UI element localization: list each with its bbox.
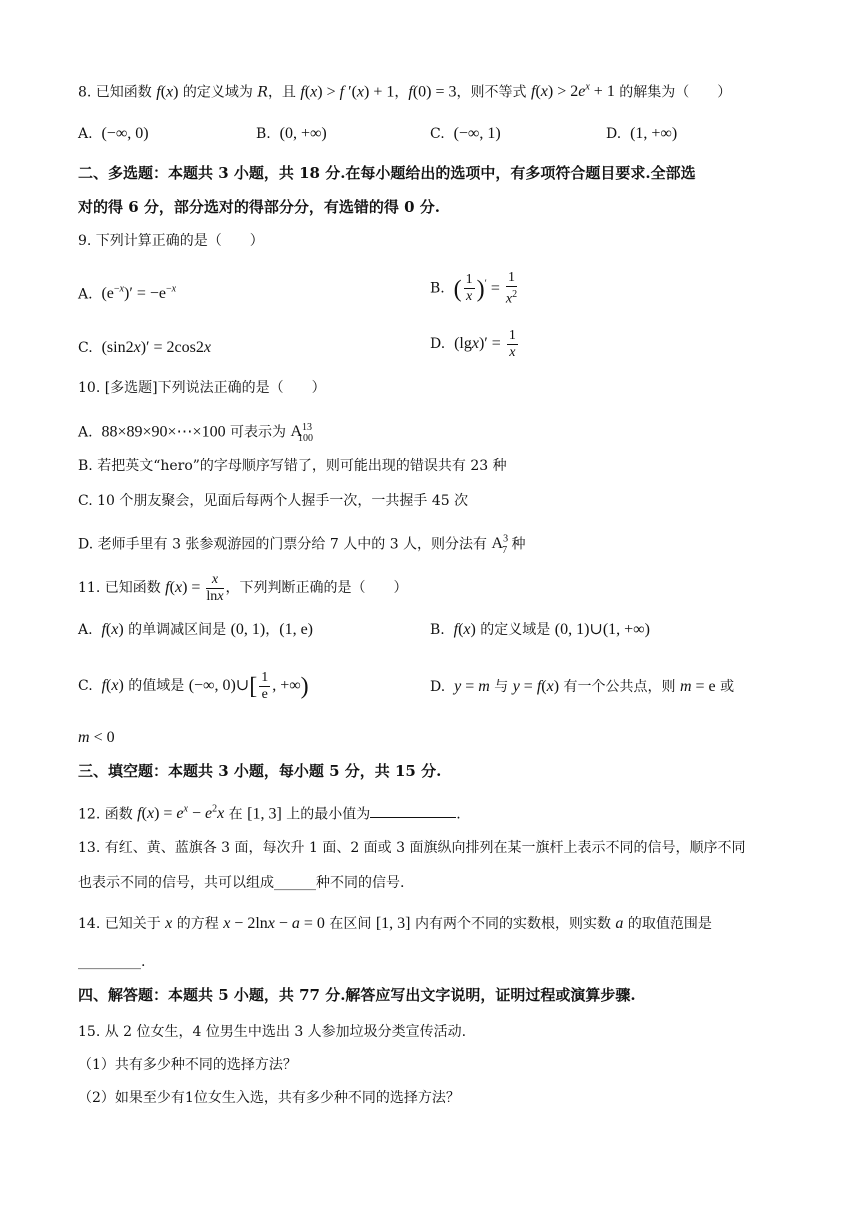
q11-option-b: B. f(x) 的定义域是 (0, 1)∪(1, +∞) — [430, 621, 650, 638]
q15-sub1: （1）共有多少种不同的选择方法？ — [78, 1057, 297, 1073]
q10-option-d: D. 老师手里有 3 张参观游园的门票分给 7 人中的 3 人，则分法有 $A^3_7$ 种 — [78, 534, 526, 556]
q8-option-a: A. (−∞, 0) — [78, 125, 149, 142]
q15-sub2: （2）如果至少有1位女生入选，共有多少种不同的选择方法？ — [78, 1090, 460, 1106]
section-4-heading: 四、解答题：本题共 5 小题，共 77 分.解答应写出文字说明，证明过程或演算步骤. — [78, 986, 636, 1004]
q10-option-c: C. 10 个朋友聚会，见面后每两个人握手一次，一共握手 45 次 — [78, 493, 469, 509]
q15-stem: 15. 从 2 位女生，4 位男生中选出 3 人参加垃圾分类宣传活动. — [78, 1024, 467, 1040]
q9-option-c: C. (sin2x)′ = 2cos2x — [78, 339, 211, 356]
q13-line2: 也表示不同的信号，共可以组成______种不同的信号. — [78, 875, 405, 891]
q9-option-a: A. $(e^{-x})' = -e^{-x}$ — [78, 284, 177, 303]
q11-option-c: C. f(x) 的值域是 (−∞, 0)∪[ $\frac{1}{e}$ , +∞) — [78, 670, 309, 702]
q9-option-b: B. ( $\frac{1}{x}$ )′ = $\frac{1}{x^2}$ — [430, 270, 518, 307]
q12-stem: 12. 函数 $f(x) = e^x - e^2x$ 在 [1, 3] 上的最小值为 . — [78, 804, 461, 823]
q8-option-b: B. (0, +∞) — [256, 125, 327, 142]
q11-stem: 11. 已知函数 f(x) = $\frac{x}{\ln x}$ ，下列判断正确的是（ ） — [78, 572, 408, 604]
q11-option-a: A. f(x) 的单调减区间是 (0, 1)，(1, e) — [78, 621, 314, 638]
q14-line2: _________. — [78, 954, 146, 970]
q14-line1: 14. 已知关于 x 的方程 x − 2lnx − a = 0 在区间 [1, 3] 内有两个不同的实数根，则实数 a 的取值范围是 — [78, 915, 712, 932]
q9-option-d: D. (lgx)′ = $\frac{1}{x}$ — [430, 328, 516, 360]
q12-answer-blank[interactable] — [370, 803, 456, 818]
q11-option-d-continued: m < 0 — [78, 729, 115, 746]
q13-line1: 13. 有红、黄、蓝旗各 3 面，每次升 1 面、2 面或 3 面旗纵向排列在某一旗杆上表示不同的信号，顺序不同 — [78, 840, 746, 856]
section-2-heading-line1: 二、多选题：本题共 3 小题，共 18 分.在每小题给出的选项中，有多项符合题目要求.全部选 — [78, 164, 696, 182]
q8-stem: 8. 已知函数 f(x) 的定义域为 R，且 f(x) > f ′(x) + 1，f(0) = 3，则不等式 $f(x) > 2e^x + 1$ 的解集为（ ） — [78, 82, 732, 101]
q8-option-c: C. (−∞, 1) — [430, 125, 501, 142]
q9-stem: 9. 下列计算正确的是（ ） — [78, 233, 264, 249]
section-2-heading-line2: 对的得 6 分，部分选对的得部分分，有选错的得 0 分. — [78, 198, 440, 216]
section-3-heading: 三、填空题：本题共 3 小题，每小题 5 分，共 15 分. — [78, 762, 442, 780]
q10-option-a: A. 88×89×90×⋯×100 可表示为 $A^{13}_{100}$ — [78, 422, 314, 444]
q8-option-d: D. (1, +∞) — [606, 125, 678, 142]
q10-stem: 10. [多选题]下列说法正确的是（ ） — [78, 380, 326, 396]
q10-option-b: B. 若把英文“hero”的字母顺序写错了，则可能出现的错误共有 23 种 — [78, 458, 507, 474]
q11-option-d: D. y = m 与 y = f(x) 有一个公共点，则 m = e 或 — [430, 678, 735, 695]
